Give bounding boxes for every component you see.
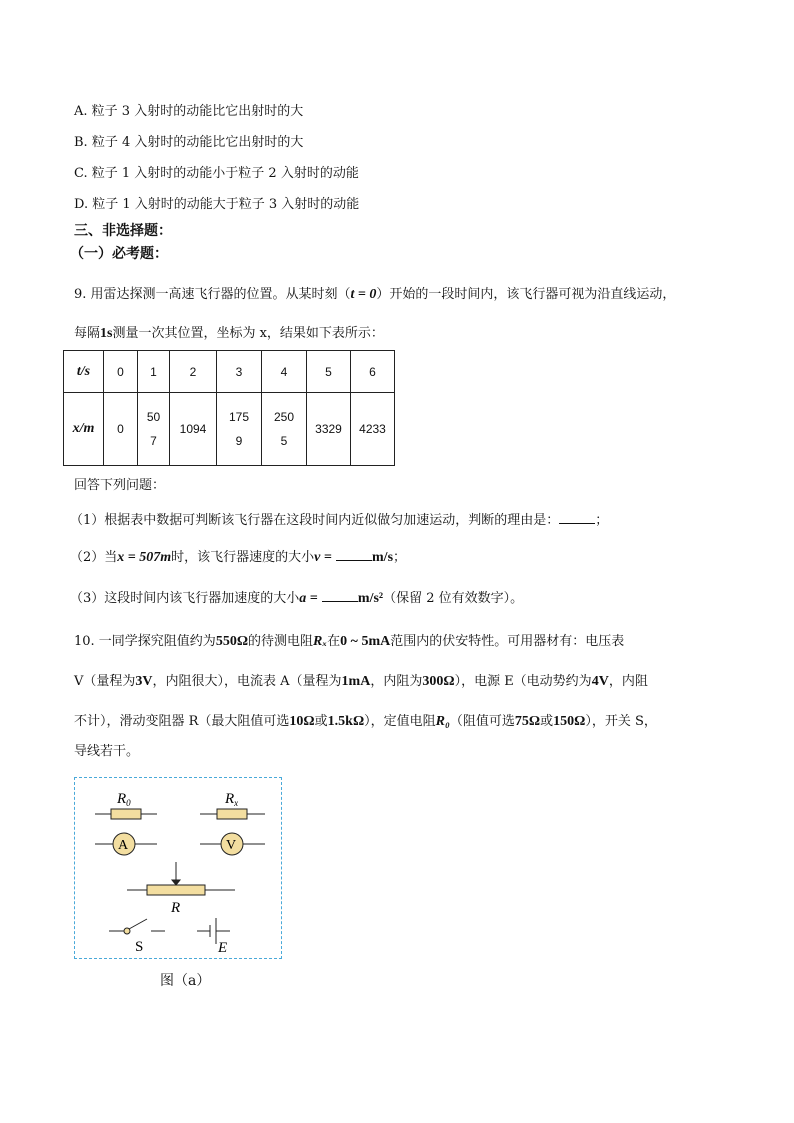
table-cell: 3 [217, 351, 262, 393]
switch-symbol [109, 919, 165, 934]
table-row [64, 351, 395, 393]
q10-line2: V（量程为3V，内阻很大），电流表 A（量程为1mA，内阻为300Ω），电源 E（电动势约为4V，内阻 [74, 674, 648, 689]
option-b: B. 粒子 4 入射时的动能比它出射时的大 [74, 135, 304, 150]
label-rx: $R_x$ [225, 791, 239, 808]
table-cell: 1094 [170, 393, 217, 466]
option-d: D. 粒子 1 入射时的动能大于粒子 3 入射时的动能 [74, 197, 360, 212]
table-cell: 5 [307, 351, 351, 393]
label-r0: $R_0$ [117, 791, 131, 808]
label-s: S [135, 939, 144, 955]
label-v: V [226, 838, 237, 853]
label-a: A [118, 838, 129, 853]
section-heading: 三、非选择题： [74, 223, 172, 239]
table-cell: 2 [170, 351, 217, 393]
q10-line1: 10. 一同学探究阻值约为550Ω的待测电阻Rₓ在0 ~ 5mA范围内的伏安特性。可用器材有：电压表 [74, 634, 625, 649]
option-a: A. 粒子 3 入射时的动能比它出射时的大 [74, 104, 304, 119]
q9-part3: （3）这段时间内该飞行器加速度的大小a = m/s²（保留 2 位有效数字）。 [70, 591, 524, 606]
table-cell: 0 [104, 393, 138, 466]
table-cell: 250 5 [262, 393, 307, 466]
option-c: C. 粒子 1 入射时的动能小于粒子 2 入射时的动能 [74, 166, 359, 181]
table-row [64, 393, 395, 466]
q9-line2: 每隔1s测量一次其位置，坐标为 x，结果如下表所示： [74, 326, 384, 341]
table-cell: 6 [351, 351, 395, 393]
q9-line1: 9. 用雷达探测一高速飞行器的位置。从某时刻（t = 0）开始的一段时间内，该飞行器可视为沿直线运动， [74, 287, 676, 302]
answer-blank [322, 589, 358, 602]
q10-line3: 不计），滑动变阻器 R（最大阻值可选10Ω或1.5kΩ），定值电阻R₀（阻值可选75Ω或150Ω），开关 S， [74, 714, 657, 729]
figure-caption: 图（a） [160, 973, 211, 989]
table-cell: 4233 [351, 393, 395, 466]
answer-blank [559, 511, 595, 524]
circuit-components-figure [74, 777, 282, 959]
table-header: t/s [64, 351, 104, 393]
table-cell: 1 [138, 351, 170, 393]
rheostat-symbol [127, 862, 235, 895]
table-cell: 175 9 [217, 393, 262, 466]
table-cell: 50 7 [138, 393, 170, 466]
label-e: E [218, 940, 228, 956]
answer-blank [336, 548, 372, 561]
table-cell: 4 [262, 351, 307, 393]
answer-prompt: 回答下列问题： [74, 478, 166, 493]
resistor-r0-symbol [95, 809, 157, 819]
table-cell: 3329 [307, 393, 351, 466]
label-r: R [171, 900, 181, 916]
table-cell: 0 [104, 351, 138, 393]
q9-part1: （1）根据表中数据可判断该飞行器在这段时间内近似做匀加速运动，判断的理由是： ； [70, 513, 609, 528]
subsection-heading: （一）必考题： [70, 246, 168, 262]
resistor-rx-symbol [200, 809, 265, 819]
data-table [63, 350, 395, 466]
q9-part2: （2）当x = 507m时，该飞行器速度的大小v = m/s； [70, 550, 407, 565]
q10-line4: 导线若干。 [74, 744, 140, 759]
table-header: x/m [64, 393, 104, 466]
